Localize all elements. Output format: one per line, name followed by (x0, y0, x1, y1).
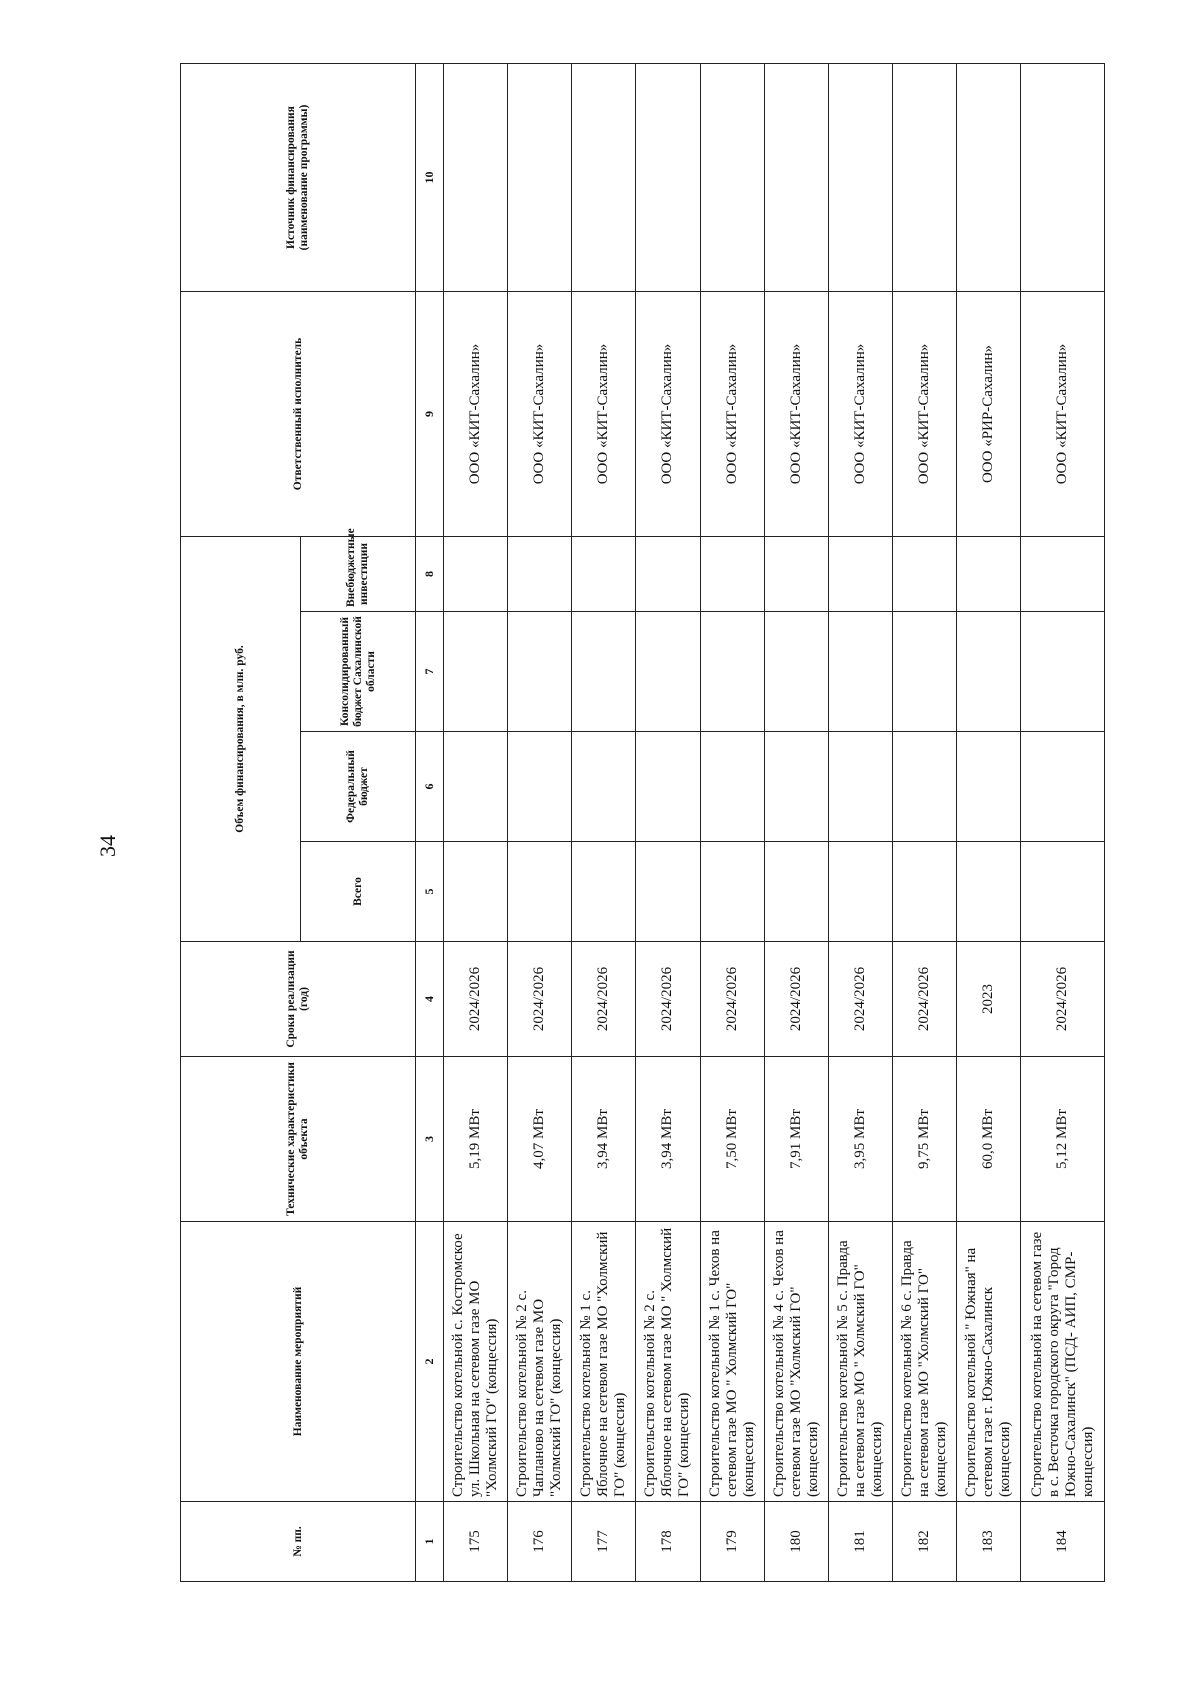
row-name: Строительство котельной № 1 с. Чехов на сетевом газе МО " Холмский ГО" (концессия) (700, 1222, 764, 1502)
row-total (572, 842, 636, 942)
row-executor: ООО «КИТ-Сахалин» (892, 292, 956, 537)
row-term: 2024/2026 (572, 942, 636, 1057)
row-executor: ООО «КИТ-Сахалин» (828, 292, 892, 537)
row-federal (957, 732, 1021, 842)
row-federal (572, 732, 636, 842)
row-name: Строительство котельной № 6 с. Правда на сетевом газе МО "Холмский ГО" (концессия) (892, 1222, 956, 1502)
row-term: 2024/2026 (508, 942, 572, 1057)
row-num: 181 (828, 1502, 892, 1582)
row-regional (636, 612, 700, 732)
row-source (636, 64, 700, 292)
table-row (508, 64, 572, 1582)
row-federal (828, 732, 892, 842)
header-num: № пп. (181, 1502, 416, 1582)
row-regional (444, 612, 508, 732)
row-source (957, 64, 1021, 292)
row-total (828, 842, 892, 942)
row-total (764, 842, 828, 942)
row-regional (892, 612, 956, 732)
row-source (508, 64, 572, 292)
row-tech: 9,75 МВт (892, 1057, 956, 1222)
rotated-table-wrapper (180, 64, 1105, 1582)
row-tech: 7,91 МВт (764, 1057, 828, 1222)
row-federal (636, 732, 700, 842)
table-row (1021, 64, 1105, 1582)
column-number: 7 (416, 612, 444, 732)
investment-table (180, 63, 1105, 1582)
row-tech: 4,07 МВт (508, 1057, 572, 1222)
row-name: Строительство котельной № 1 с. Яблочное на сетевом газе МО "Холмский ГО" (концессия) (572, 1222, 636, 1502)
row-source (444, 64, 508, 292)
row-num: 183 (957, 1502, 1021, 1582)
row-term: 2024/2026 (764, 942, 828, 1057)
row-term: 2024/2026 (828, 942, 892, 1057)
row-name: Строительство котельной на сетевом газе в с. Весточка городского округа "Город Южно-Сахалинск" (ПСД- АИП, СМР- концессия) (1021, 1222, 1105, 1502)
row-offbudget (444, 537, 508, 612)
table-row (572, 64, 636, 1582)
row-federal (892, 732, 956, 842)
row-num: 180 (764, 1502, 828, 1582)
table-row (636, 64, 700, 1582)
row-offbudget (828, 537, 892, 612)
row-total (1021, 842, 1105, 942)
row-offbudget (508, 537, 572, 612)
row-regional (700, 612, 764, 732)
row-offbudget (572, 537, 636, 612)
column-number: 9 (416, 292, 444, 537)
row-tech: 3,95 МВт (828, 1057, 892, 1222)
header-regional: Консолидированный бюджет Сахалинской области (301, 612, 416, 732)
row-num: 176 (508, 1502, 572, 1582)
column-number: 4 (416, 942, 444, 1057)
row-source (764, 64, 828, 292)
row-executor: ООО «КИТ-Сахалин» (700, 292, 764, 537)
row-total (957, 842, 1021, 942)
row-federal (1021, 732, 1105, 842)
header-term: Сроки реализации (год) (181, 942, 416, 1057)
row-offbudget (1021, 537, 1105, 612)
row-executor: ООО «КИТ-Сахалин» (444, 292, 508, 537)
table-row (700, 64, 764, 1582)
row-num: 182 (892, 1502, 956, 1582)
row-offbudget (957, 537, 1021, 612)
row-executor: ООО «КИТ-Сахалин» (636, 292, 700, 537)
row-federal (444, 732, 508, 842)
row-num: 178 (636, 1502, 700, 1582)
row-source (892, 64, 956, 292)
row-total (892, 842, 956, 942)
header-federal: Федеральный бюджет (301, 732, 416, 842)
row-executor: ООО «КИТ-Сахалин» (1021, 292, 1105, 537)
row-executor: ООО «КИТ-Сахалин» (764, 292, 828, 537)
header-funding-group: Объем финансирования, в млн. руб. (181, 537, 301, 942)
row-name: Строительство котельной № 4 с. Чехов на сетевом газе МО "Холмский ГО" (концессия) (764, 1222, 828, 1502)
row-name: Строительство котельной № 2 с. Яблочное на сетевом газе МО " Холмский ГО" (концессия) (636, 1222, 700, 1502)
header-executor: Ответственный исполнитель (181, 292, 416, 537)
row-tech: 3,94 МВт (636, 1057, 700, 1222)
table-row (957, 64, 1021, 1582)
row-regional (1021, 612, 1105, 732)
row-num: 177 (572, 1502, 636, 1582)
row-name: Строительство котельной " Южная" на сетевом газе г. Южно-Сахалинск (концессия) (957, 1222, 1021, 1502)
header-source: Источник финансирования (наименование программы) (181, 64, 416, 292)
row-term: 2024/2026 (1021, 942, 1105, 1057)
row-total (508, 842, 572, 942)
column-number: 10 (416, 64, 444, 292)
row-name: Строительство котельной № 5 с. Правда на сетевом газе МО " Холмский ГО" (концессия) (828, 1222, 892, 1502)
row-regional (957, 612, 1021, 732)
row-total (636, 842, 700, 942)
row-num: 179 (700, 1502, 764, 1582)
row-executor: ООО «РИР-Сахалин» (957, 292, 1021, 537)
header-offbudget: Внебюджетные инвестиции (301, 537, 416, 612)
row-total (700, 842, 764, 942)
row-federal (764, 732, 828, 842)
column-number: 3 (416, 1057, 444, 1222)
row-offbudget (700, 537, 764, 612)
row-offbudget (764, 537, 828, 612)
row-term: 2024/2026 (636, 942, 700, 1057)
row-offbudget (892, 537, 956, 612)
row-federal (508, 732, 572, 842)
column-number: 2 (416, 1222, 444, 1502)
row-executor: ООО «КИТ-Сахалин» (572, 292, 636, 537)
row-source (700, 64, 764, 292)
row-tech: 3,94 МВт (572, 1057, 636, 1222)
row-offbudget (636, 537, 700, 612)
row-num: 175 (444, 1502, 508, 1582)
row-regional (764, 612, 828, 732)
row-tech: 60,0 МВт (957, 1057, 1021, 1222)
table-row (892, 64, 956, 1582)
row-tech: 5,19 МВт (444, 1057, 508, 1222)
row-federal (700, 732, 764, 842)
table-row (828, 64, 892, 1582)
row-term: 2023 (957, 942, 1021, 1057)
header-name: Наименование мероприятий (181, 1222, 416, 1502)
column-number: 1 (416, 1502, 444, 1582)
row-tech: 5,12 МВт (1021, 1057, 1105, 1222)
row-name: Строительство котельной № 2 с. Чапланово на сетевом газе МО "Холмский ГО" (концессия) (508, 1222, 572, 1502)
row-source (572, 64, 636, 292)
row-term: 2024/2026 (700, 942, 764, 1057)
page-number: 34 (95, 835, 120, 857)
row-term: 2024/2026 (892, 942, 956, 1057)
row-regional (508, 612, 572, 732)
header-total: Всего (301, 842, 416, 942)
column-number: 5 (416, 842, 444, 942)
column-number: 6 (416, 732, 444, 842)
row-source (828, 64, 892, 292)
column-number: 8 (416, 537, 444, 612)
row-source (1021, 64, 1105, 292)
header-tech: Технические характеристики объекта (181, 1057, 416, 1222)
table-row (764, 64, 828, 1582)
row-regional (572, 612, 636, 732)
row-executor: ООО «КИТ-Сахалин» (508, 292, 572, 537)
row-tech: 7,50 МВт (700, 1057, 764, 1222)
row-total (444, 842, 508, 942)
table-row (444, 64, 508, 1582)
row-regional (828, 612, 892, 732)
row-term: 2024/2026 (444, 942, 508, 1057)
row-name: Строительство котельной с. Костромское ул. Школьная на сетевом газе МО "Холмский ГО" (концессия) (444, 1222, 508, 1502)
row-num: 184 (1021, 1502, 1105, 1582)
table-body (444, 64, 1105, 1582)
